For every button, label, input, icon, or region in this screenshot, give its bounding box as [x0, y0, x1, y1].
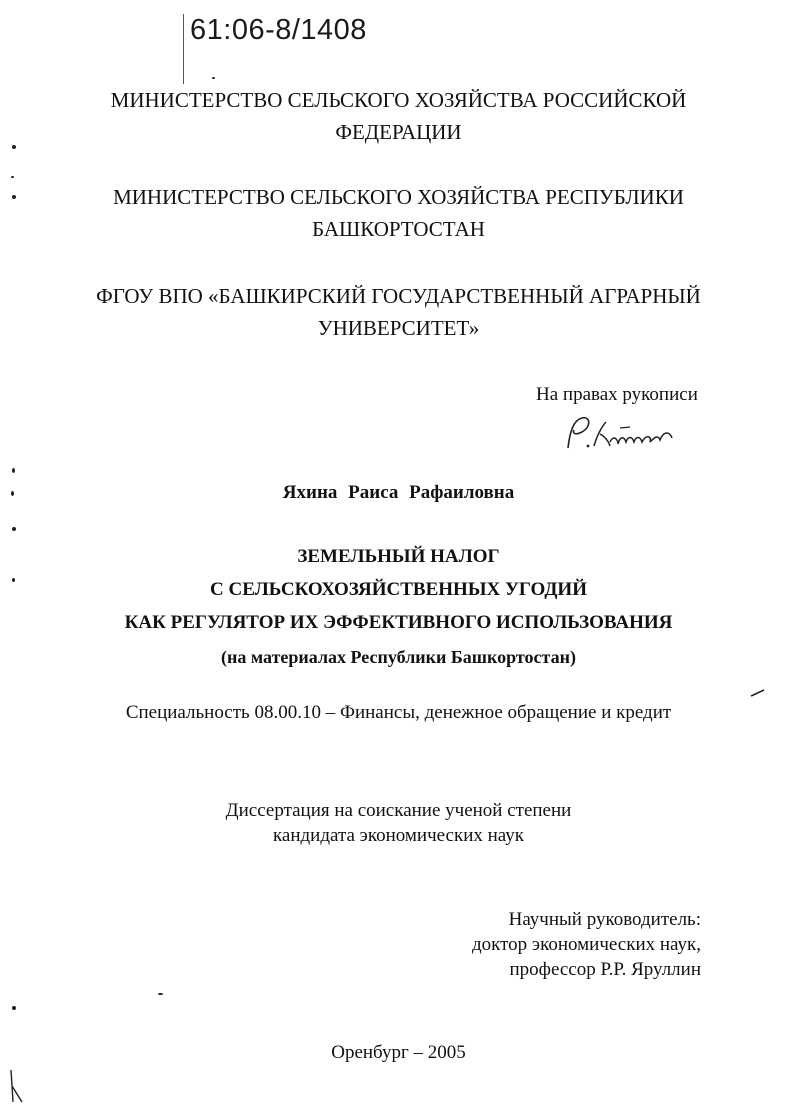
scan-mark — [8, 1068, 26, 1104]
scan-mark — [750, 688, 766, 698]
title-line-1: ЗЕМЕЛЬНЫЙ НАЛОГ — [297, 546, 500, 567]
scan-speck — [158, 993, 163, 995]
ministry-rb — [0, 181, 797, 245]
scan-speck — [12, 1006, 16, 1010]
archive-stamp: 61:06-8/1408 — [190, 14, 367, 46]
stamp-divider — [183, 14, 184, 84]
title-line-2: С СЕЛЬСКОХОЗЯЙСТВЕННЫХ УГОДИЙ — [210, 579, 587, 600]
degree-line-2: кандидата экономических наук — [272, 825, 525, 846]
supervisor — [472, 907, 701, 982]
scan-speck — [11, 176, 14, 178]
scan-speck — [212, 77, 215, 79]
scan-speck — [12, 145, 16, 149]
title-line-3: КАК РЕГУЛЯТОР ИХ ЭФФЕКТИВНОГО ИСПОЛЬЗОВАНИЯ — [124, 612, 673, 633]
dissertation-title — [0, 540, 797, 639]
author-name: Яхина Раиса Рафаиловна — [282, 482, 515, 503]
scan-speck — [12, 578, 15, 582]
ministry-rb-line-1: МИНИСТЕРСТВО СЕЛЬСКОГО ХОЗЯЙСТВА РЕСПУБЛИКИ — [113, 185, 684, 209]
ministry-rf — [0, 84, 797, 148]
signature-image — [560, 410, 680, 456]
supervisor-degree: доктор экономических наук, — [471, 934, 701, 955]
scan-speck — [12, 195, 16, 199]
manuscript-note: На правах рукописи — [536, 384, 698, 405]
degree-line-1: Диссертация на соискание ученой степени — [225, 800, 572, 821]
degree-statement — [0, 798, 797, 848]
university — [0, 280, 797, 344]
supervisor-label: Научный руководитель: — [508, 909, 701, 930]
ministry-rb-line-2: БАШКОРТОСТАН — [312, 217, 485, 241]
speciality: Специальность 08.00.10 – Финансы, денежное обращение и кредит — [125, 702, 672, 723]
ministry-rf-line-1: МИНИСТЕРСТВО СЕЛЬСКОГО ХОЗЯЙСТВА РОССИЙСКОЙ — [110, 88, 687, 112]
ministry-rf-line-2: ФЕДЕРАЦИИ — [335, 120, 462, 144]
scan-speck — [12, 468, 15, 473]
dissertation-subtitle: (на материалах Республики Башкортостан) — [221, 647, 576, 667]
scan-speck — [12, 527, 16, 531]
supervisor-name: профессор Р.Р. Яруллин — [509, 959, 701, 980]
scan-speck — [11, 491, 14, 496]
university-line-1: ФГОУ ВПО «БАШКИРСКИЙ ГОСУДАРСТВЕННЫЙ АГРАРНЫЙ — [96, 284, 701, 308]
university-line-2: УНИВЕРСИТЕТ» — [317, 316, 480, 340]
city-year: Оренбург – 2005 — [331, 1042, 466, 1063]
